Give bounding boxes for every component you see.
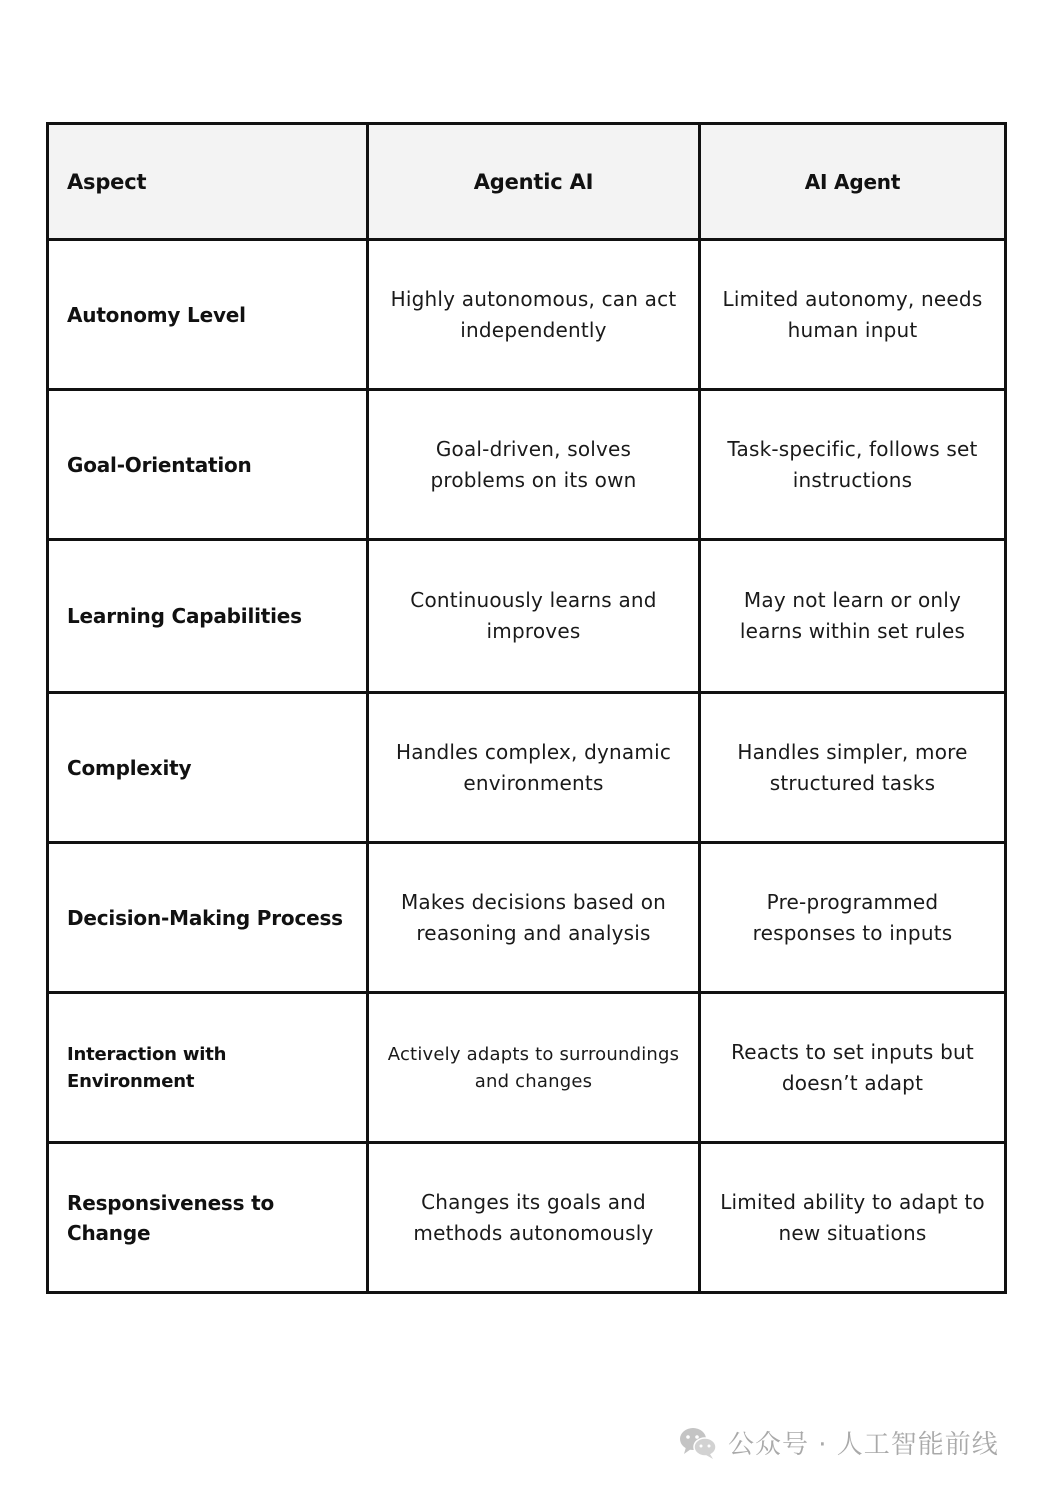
agentic-ai-cell: Continuously learns and improves <box>368 540 700 693</box>
ai-agent-cell: May not learn or only learns within set rules <box>700 540 1006 693</box>
ai-agent-cell: Limited autonomy, needs human input <box>700 240 1006 390</box>
table-header <box>48 124 1006 240</box>
table-row <box>48 843 1006 993</box>
aspect-cell: Responsiveness to Change <box>48 1143 368 1293</box>
agentic-ai-cell: Makes decisions based on reasoning and analysis <box>368 843 700 993</box>
aspect-cell: Goal-Orientation <box>48 390 368 540</box>
header-row <box>48 124 1006 240</box>
table-row <box>48 1143 1006 1293</box>
header-agentic-ai: Agentic AI <box>368 124 700 240</box>
ai-agent-cell: Limited ability to adapt to new situations <box>700 1143 1006 1293</box>
table-row <box>48 390 1006 540</box>
aspect-cell: Decision-Making Process <box>48 843 368 993</box>
aspect-cell: Complexity <box>48 693 368 843</box>
agentic-ai-cell: Handles complex, dynamic environments <box>368 693 700 843</box>
header-aspect: Aspect <box>48 124 368 240</box>
ai-agent-cell: Task-specific, follows set instructions <box>700 390 1006 540</box>
comparison-table <box>46 122 1007 1294</box>
agentic-ai-cell: Actively adapts to surroundings and changes <box>368 993 700 1143</box>
aspect-cell: Interaction with Environment <box>48 993 368 1143</box>
watermark-text: 公众号 · 人工智能前线 <box>728 1430 999 1460</box>
ai-agent-cell: Reacts to set inputs but doesn’t adapt <box>700 993 1006 1143</box>
header-ai-agent: AI Agent <box>700 124 1006 240</box>
watermark <box>678 1424 999 1461</box>
ai-agent-cell: Handles simpler, more structured tasks <box>700 693 1006 843</box>
wechat-icon <box>678 1425 718 1461</box>
agentic-ai-cell: Goal-driven, solves problems on its own <box>368 390 700 540</box>
table-body <box>48 240 1006 1293</box>
table-row <box>48 693 1006 843</box>
table-row <box>48 540 1006 693</box>
agentic-ai-cell: Highly autonomous, can act independently <box>368 240 700 390</box>
aspect-cell: Autonomy Level <box>48 240 368 390</box>
table-row <box>48 993 1006 1143</box>
table-row <box>48 240 1006 390</box>
aspect-cell: Learning Capabilities <box>48 540 368 693</box>
comparison-table-container <box>46 122 1004 1294</box>
ai-agent-cell: Pre-programmed responses to inputs <box>700 843 1006 993</box>
agentic-ai-cell: Changes its goals and methods autonomously <box>368 1143 700 1293</box>
